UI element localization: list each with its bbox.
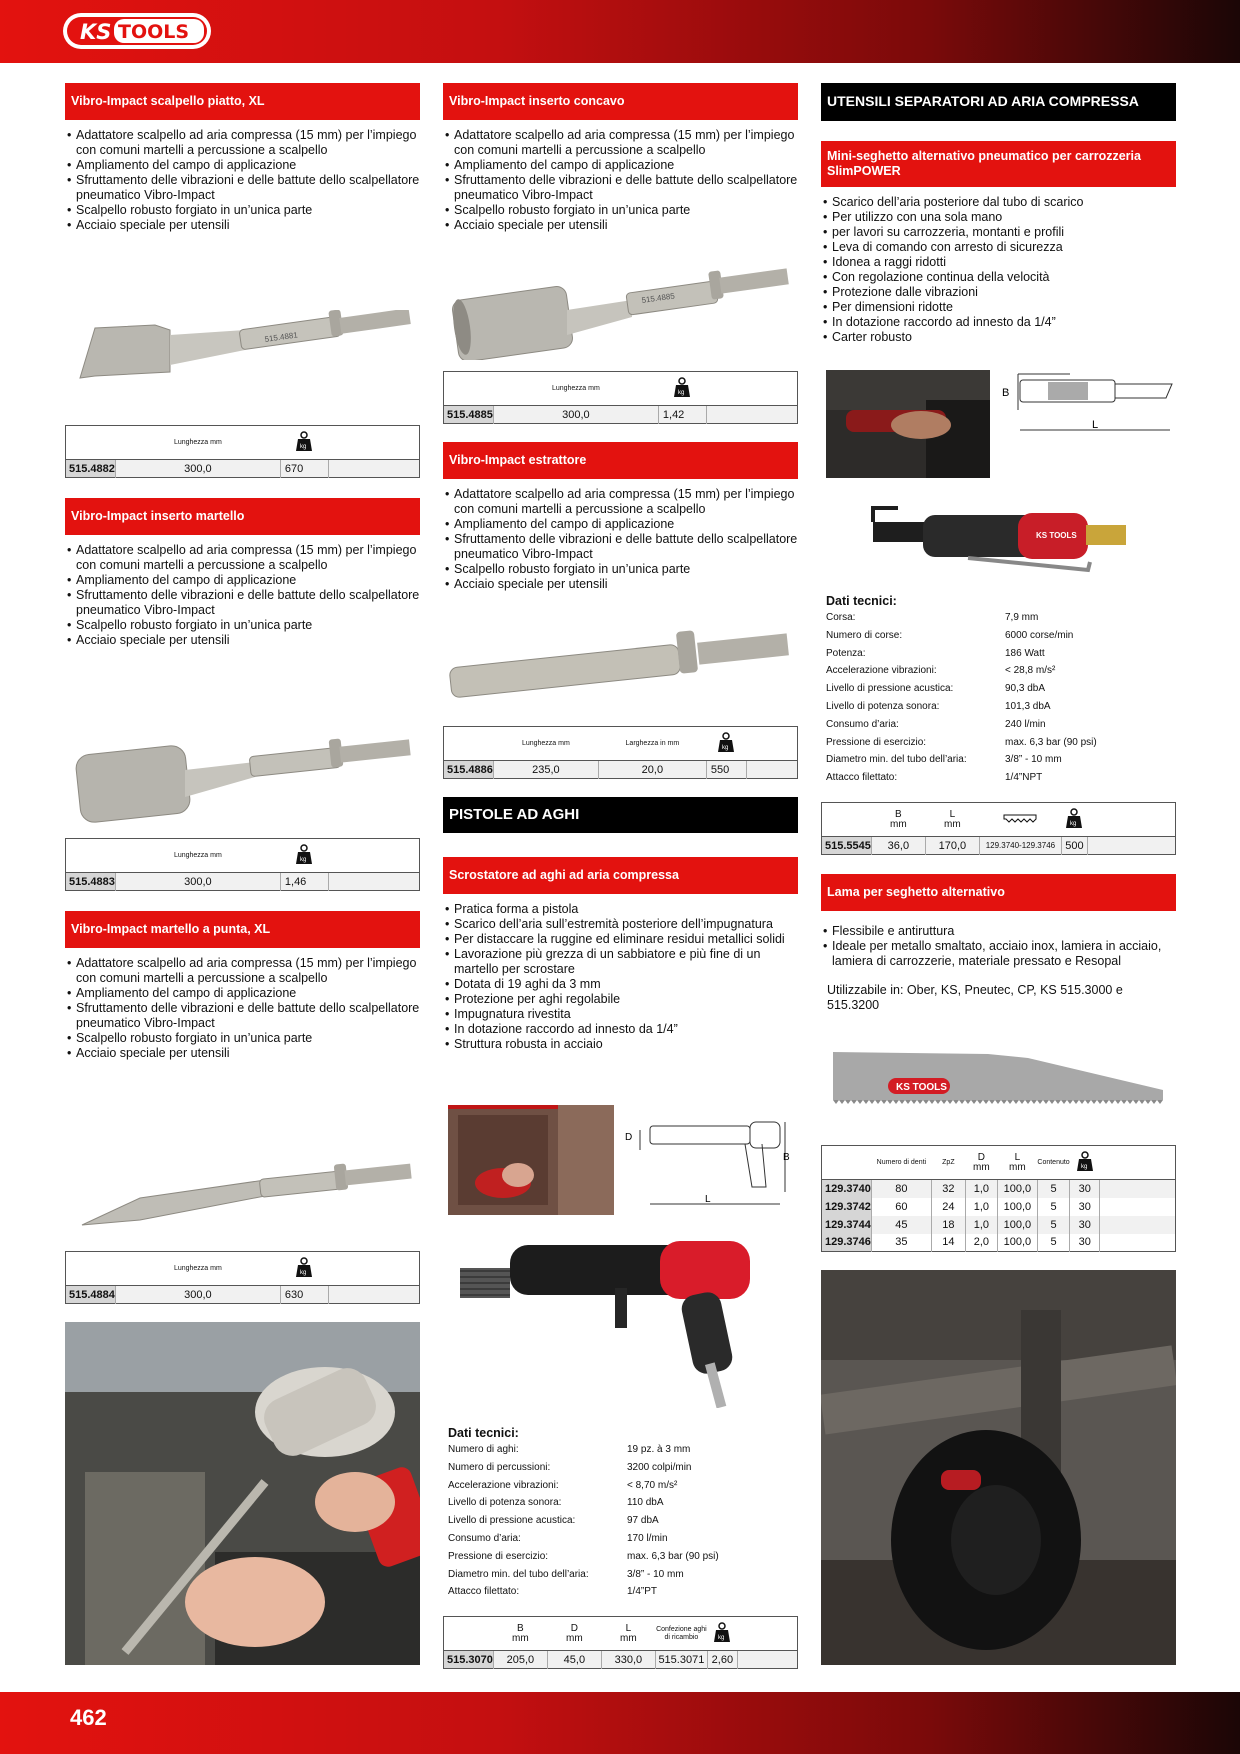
tool-engraving: 515.4885 xyxy=(641,291,676,305)
tech-row: Livello di pressione acustica: 90,3 dbA xyxy=(826,683,1046,695)
bullet: • Scalpello robusto forgiato in un’unica parte xyxy=(65,203,420,218)
tech-row: Numero di percussioni: 3200 colpi/min xyxy=(448,1461,692,1473)
bullet-list xyxy=(65,128,420,233)
weight-icon xyxy=(714,1622,730,1642)
table-row: 515.4884 300,0 630 xyxy=(66,1286,420,1304)
tech-row: Corsa: 7,9 mm xyxy=(826,612,1039,623)
bullet: • Acciaio speciale per utensili xyxy=(443,218,798,233)
bullet: • Sfruttamento delle vibrazioni e delle battute dello scalpellatore pneumatico Vibro-Impact xyxy=(65,1001,420,1031)
extractor-image xyxy=(448,628,793,698)
bullet: • Acciaio speciale per utensili xyxy=(65,1046,420,1061)
svg-text:TOOLS: TOOLS xyxy=(118,21,190,43)
engine-work-photo xyxy=(65,1322,420,1665)
spec-table-515-4886 xyxy=(443,726,798,779)
bullet: • Pratica forma a pistola xyxy=(443,902,798,917)
spec-table-515-4882 xyxy=(65,425,420,478)
diagram-label-b: B xyxy=(783,1152,790,1163)
diagram-label-l: L xyxy=(705,1194,711,1205)
bullet: • Adattatore scalpello ad aria compressa (15 mm) per l’impiego con comuni martelli a percussione a scalpello xyxy=(65,956,420,986)
spec-table-515-4883 xyxy=(65,838,420,891)
svg-text:KS: KS xyxy=(80,20,112,44)
table-row: 129.3744 45 18 1,0 100,0 5 30 xyxy=(822,1216,1176,1234)
bullet-list xyxy=(821,195,1176,345)
th-teeth: Numero di denti xyxy=(871,1146,931,1180)
bullet: • Impugnatura rivestita xyxy=(443,1007,798,1022)
diagram-label-d: D xyxy=(625,1132,633,1143)
svg-text:kg: kg xyxy=(722,745,729,751)
blade-brand-text: KS TOOLS xyxy=(896,1082,947,1093)
vehicle-underbody-photo xyxy=(821,1270,1176,1665)
bullet: • Protezione per aghi regolabile xyxy=(443,992,798,1007)
tech-row: Numero di corse: 6000 corse/min xyxy=(826,629,1074,641)
bullet-list xyxy=(443,128,798,233)
bullet: • Scarico dell’aria posteriore dal tubo di scarico xyxy=(821,195,1176,210)
tech-row: Attacco filettato: 1/4”NPT xyxy=(826,772,1043,784)
th-zpz: ZpZ xyxy=(931,1146,965,1180)
section-title: Vibro-Impact inserto martello xyxy=(65,498,420,535)
category-heading: PISTOLE AD AGHI xyxy=(443,797,798,833)
bullet: • Sfruttamento delle vibrazioni e delle battute dello scalpellatore pneumatico Vibro-Impact xyxy=(65,588,420,618)
svg-text:kg: kg xyxy=(300,444,307,450)
category-heading: UTENSILI SEPARATORI AD ARIA COMPRESSA xyxy=(821,83,1176,121)
tech-row: Consumo d’aria: 170 l/min xyxy=(448,1532,668,1544)
bullet: • Acciaio speciale per utensili xyxy=(65,218,420,233)
tech-row: Pressione di esercizio: max. 6,3 bar (90 psi) xyxy=(826,736,1097,748)
bullet-list xyxy=(65,543,420,648)
ks-tools-logo xyxy=(62,11,212,51)
section-saw-blade xyxy=(821,874,1176,1013)
bullet: • Adattatore scalpello ad aria compressa (15 mm) per l’impiego con comuni martelli a percussione a scalpello xyxy=(65,543,420,573)
bullet: • Dotata di 19 aghi da 3 mm xyxy=(443,977,798,992)
th-length: Lunghezza mm xyxy=(493,372,658,406)
bullet: • Acciaio speciale per utensili xyxy=(65,633,420,648)
bullet: • Leva di comando con arresto di sicurezza xyxy=(821,240,1176,255)
bullet: • Scalpello robusto forgiato in un’unica parte xyxy=(443,562,798,577)
bullet: • Acciaio speciale per utensili xyxy=(443,577,798,592)
diagram-label-b: B xyxy=(1002,387,1010,399)
th-length: Lunghezza mm xyxy=(115,839,280,873)
weight-icon xyxy=(718,732,734,752)
tech-row: Diametro min. del tubo dell’aria: 3/8” - 10 mm xyxy=(826,754,1062,766)
needle-scaler-tech-data xyxy=(448,1425,793,1601)
spec-table-515-5545: B mm L mm kg 515.5545 36,0 170,0 129.3740-129.3746 500 xyxy=(821,802,1176,855)
th-length: Lunghezza mm xyxy=(493,727,598,761)
bullet: • Protezione dalle vibrazioni xyxy=(821,285,1176,300)
tech-row: Accelerazione vibrazioni: < 8,70 m/s² xyxy=(448,1479,678,1491)
bullet-list xyxy=(443,902,798,1052)
bullet: • Lavorazione più grezza di un sabbiatore e più fine di un martello per scrostare xyxy=(443,947,798,977)
section-title: Scrostatore ad aghi ad aria compressa xyxy=(443,857,798,894)
svg-text:kg: kg xyxy=(1080,1164,1088,1170)
svg-text:kg: kg xyxy=(718,1635,725,1641)
tech-row: Accelerazione vibrazioni: < 28,8 m/s² xyxy=(826,665,1056,677)
tech-row: Livello di pressione acustica: 97 dbA xyxy=(448,1515,659,1527)
section-title: Vibro-Impact inserto concavo xyxy=(443,83,798,120)
table-row: 515.4885 300,0 1,42 xyxy=(444,406,798,424)
spec-table-blades: Numero di denti ZpZ D mm L mm Contenuto kg 129.3740 80 32 1,0 100,0 5 30 129.3742 60 24 1,0 100,0 5 30 129.3744 45 18 1,0 100,0 5 30 129.3746 35 14 2,0 100,0 5 30 xyxy=(821,1145,1176,1252)
diagram-label-l: L xyxy=(1092,419,1099,431)
bullet: • Flessibile e antiruttura xyxy=(821,924,1176,939)
section-flat-chisel xyxy=(65,83,420,233)
section-needle-scaler xyxy=(443,797,798,1052)
hammer-insert-image xyxy=(75,725,415,825)
air-saw-diagram xyxy=(1000,368,1178,442)
flat-chisel-image xyxy=(75,310,415,385)
bullet: • Ampliamento del campo di applicazione xyxy=(443,158,798,173)
th-length: Lunghezza mm xyxy=(115,1252,280,1286)
tool-brand-text: KS TOOLS xyxy=(1036,531,1077,540)
needle-scaler-image xyxy=(455,1233,785,1408)
air-saw-usage-photo xyxy=(826,370,990,478)
table-row: 129.3742 60 24 1,0 100,0 5 30 xyxy=(822,1198,1176,1216)
bullet: • In dotazione raccordo ad innesto da 1/4” xyxy=(443,1022,798,1037)
weight-icon xyxy=(296,1257,312,1277)
bullet: • Ampliamento del campo di applicazione xyxy=(65,158,420,173)
bullet: • Per utilizzo con una sola mano xyxy=(821,210,1176,225)
bullet: • Adattatore scalpello ad aria compressa (15 mm) per l’impiego con comuni martelli a percussione a scalpello xyxy=(443,128,798,158)
table-row: 515.5545 36,0 170,0 129.3740-129.3746 500 xyxy=(822,837,1176,855)
usage-note: Utilizzabile in: Ober, KS, Pneutec, CP, KS 515.3000 e 515.3200 xyxy=(827,983,1123,1012)
air-saw-image xyxy=(868,500,1138,580)
section-concave-insert xyxy=(443,83,798,233)
svg-text:kg: kg xyxy=(300,857,307,863)
weight-icon xyxy=(296,844,312,864)
bullet: • Ideale per metallo smaltato, acciaio inox, lamiera in acciaio, lamiera di carrozzerie, materiale pressato e Resopal xyxy=(821,939,1176,969)
bullet: • Scalpello robusto forgiato in un’unica parte xyxy=(65,1031,420,1046)
footer-bar xyxy=(0,1692,1240,1754)
section-title: Vibro-Impact estrattore xyxy=(443,442,798,479)
bullet: • In dotazione raccordo ad innesto da 1/4” xyxy=(821,315,1176,330)
point-chisel-image xyxy=(80,1150,415,1230)
section-air-saw xyxy=(821,83,1176,345)
weight-icon xyxy=(1066,808,1082,828)
bullet: • Carter robusto xyxy=(821,330,1176,345)
page-number: 462 xyxy=(70,1705,107,1730)
spec-table-515-4885 xyxy=(443,371,798,424)
bullet: • Scalpello robusto forgiato in un’unica parte xyxy=(65,618,420,633)
air-saw-tech-data xyxy=(826,593,1176,787)
th-content: Contenuto xyxy=(1037,1146,1069,1180)
section-title: Lama per seghetto alternativo xyxy=(821,874,1176,911)
spec-table-515-4884 xyxy=(65,1251,420,1304)
tech-row: Livello di potenza sonora: 101,3 dbA xyxy=(826,700,1051,712)
saw-blade-icon xyxy=(1003,813,1037,823)
spec-table-515-3070: B mm D mm L mm Confezione aghi di ricambio kg 515.3070 205,0 45,0 330,0 515.3071 2,60 xyxy=(443,1616,798,1669)
tech-row: Livello di potenza sonora: 110 dbA xyxy=(448,1497,664,1509)
tech-row: Numero di aghi: 19 pz. à 3 mm xyxy=(448,1444,691,1455)
bullet: • Scalpello robusto forgiato in un’unica parte xyxy=(443,203,798,218)
table-row: 129.3746 35 14 2,0 100,0 5 30 xyxy=(822,1234,1176,1252)
weight-icon xyxy=(674,377,690,397)
table-row: 515.4883 300,0 1,46 xyxy=(66,873,420,891)
concave-insert-image xyxy=(452,265,792,360)
saw-blade-image xyxy=(828,1050,1168,1105)
needle-scaler-usage-photo xyxy=(448,1105,614,1215)
bullet: • Adattatore scalpello ad aria compressa (15 mm) per l’impiego con comuni martelli a percussione a scalpello xyxy=(65,128,420,158)
bullet: • Per distaccare la ruggine ed eliminare residui metallici solidi xyxy=(443,932,798,947)
bullet: • Per dimensioni ridotte xyxy=(821,300,1176,315)
th-length: Lunghezza mm xyxy=(115,426,280,460)
th-width: Larghezza in mm xyxy=(598,727,706,761)
svg-text:kg: kg xyxy=(1070,821,1077,827)
svg-text:kg: kg xyxy=(678,390,685,396)
needle-scaler-diagram xyxy=(620,1112,795,1212)
weight-icon xyxy=(1077,1151,1093,1171)
tech-row: Consumo d’aria: 240 l/min xyxy=(826,718,1046,730)
section-title: Vibro-Impact scalpello piatto, XL xyxy=(65,83,420,120)
bullet-list xyxy=(443,487,798,592)
tech-title: Dati tecnici: xyxy=(448,1426,519,1440)
table-row: 515.4886 235,0 20,0 550 xyxy=(444,761,798,779)
bullet: • Ampliamento del campo di applicazione xyxy=(65,986,420,1001)
bullet: • per lavori su carrozzeria, montanti e profili xyxy=(821,225,1176,240)
section-title: Mini-seghetto alternativo pneumatico per carrozzeria SlimPOWER xyxy=(821,141,1176,187)
bullet-list xyxy=(821,924,1176,969)
weight-icon xyxy=(296,431,312,451)
tech-row: Diametro min. del tubo dell’aria: 3/8” - 10 mm xyxy=(448,1568,684,1580)
table-row: 515.3070 205,0 45,0 330,0 515.3071 2,60 xyxy=(444,1651,798,1669)
bullet: • Adattatore scalpello ad aria compressa (15 mm) per l’impiego con comuni martelli a percussione a scalpello xyxy=(443,487,798,517)
section-hammer-insert xyxy=(65,498,420,648)
tool-engraving: 515.4881 xyxy=(264,330,299,344)
bullet: • Idonea a raggi ridotti xyxy=(821,255,1176,270)
tech-title: Dati tecnici: xyxy=(826,594,897,608)
bullet: • Ampliamento del campo di applicazione xyxy=(443,517,798,532)
bullet: • Scarico dell’aria sull’estremità posteriore dell’impugnatura xyxy=(443,917,798,932)
table-row: 129.3740 80 32 1,0 100,0 5 30 xyxy=(822,1180,1176,1198)
bullet: • Sfruttamento delle vibrazioni e delle battute dello scalpellatore pneumatico Vibro-Impact xyxy=(443,532,798,562)
section-title: Vibro-Impact martello a punta, XL xyxy=(65,911,420,948)
table-row: 515.4882 300,0 670 xyxy=(66,460,420,478)
bullet: • Ampliamento del campo di applicazione xyxy=(65,573,420,588)
bullet: • Con regolazione continua della velocità xyxy=(821,270,1176,285)
th-spare-needles: Confezione aghi di ricambio xyxy=(655,1617,707,1651)
bullet: • Struttura robusta in acciaio xyxy=(443,1037,798,1052)
section-extractor xyxy=(443,442,798,592)
bullet-list xyxy=(65,956,420,1061)
tech-row: Pressione di esercizio: max. 6,3 bar (90 psi) xyxy=(448,1550,719,1562)
bullet: • Sfruttamento delle vibrazioni e delle battute dello scalpellatore pneumatico Vibro-Impact xyxy=(443,173,798,203)
tech-row: Potenza: 186 Watt xyxy=(826,647,1045,659)
section-point-hammer xyxy=(65,911,420,1061)
bullet: • Sfruttamento delle vibrazioni e delle battute dello scalpellatore pneumatico Vibro-Impact xyxy=(65,173,420,203)
svg-text:kg: kg xyxy=(300,1270,307,1276)
tech-row: Attacco filettato: 1/4”PT xyxy=(448,1586,658,1598)
